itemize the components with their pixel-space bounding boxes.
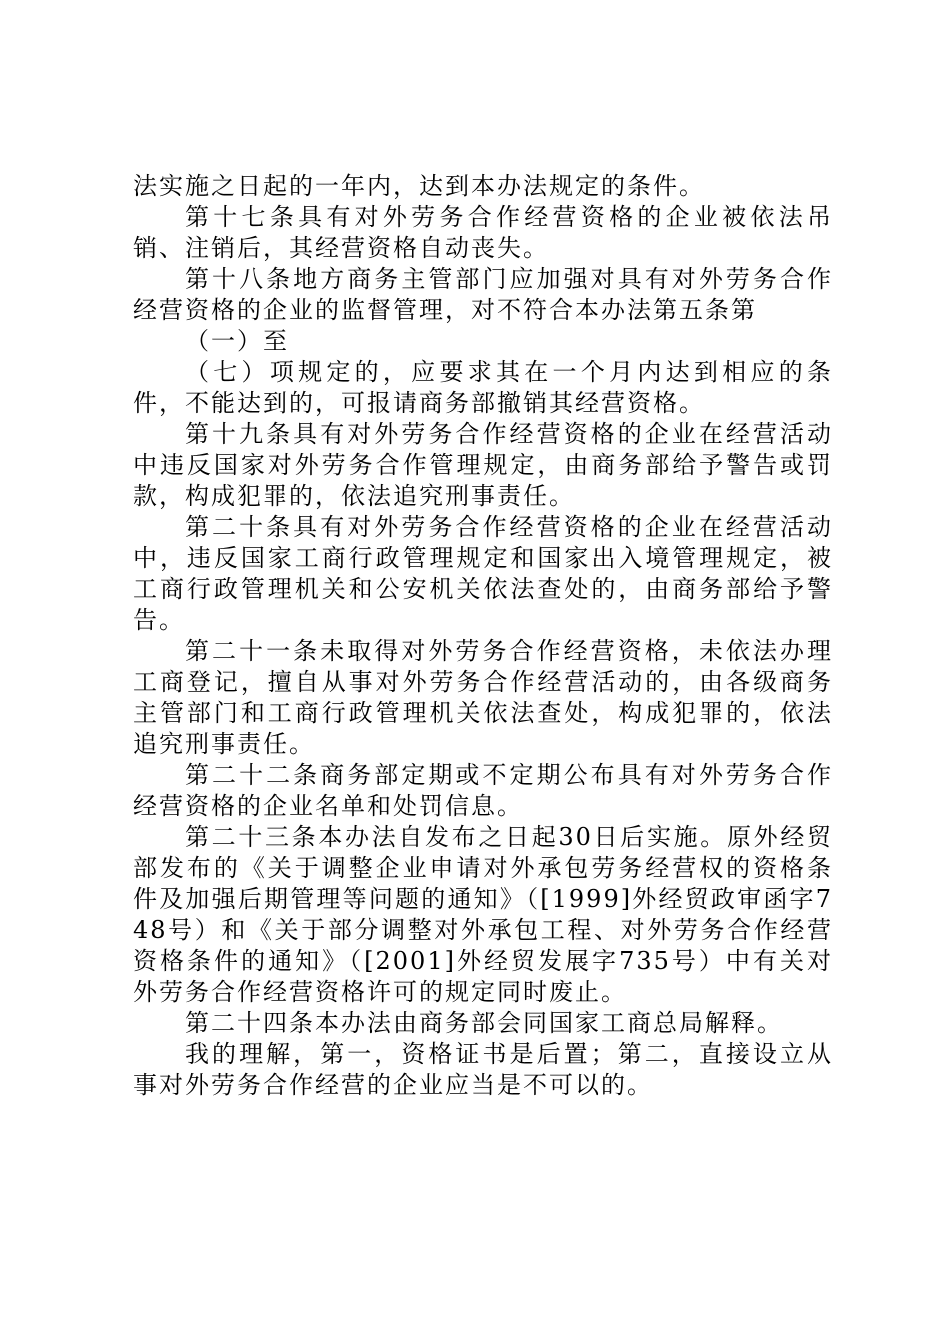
paragraph-commentary: 我的理解，第一，资格证书是后置；第二，直接设立从事对外劳务合作经营的企业应当是不可以的。 [133, 1040, 833, 1099]
paragraph-article-24: 第二十四条本办法由商务部会同国家工商总局解释。 [185, 1009, 783, 1037]
paragraph-article-17: 第十七条具有对外劳务合作经营资格的企业被依法吊销、注销后，其经营资格自动丧失。 [133, 203, 833, 262]
paragraph-item-range-end: （七）项规定的，应要求其在一个月内达到相应的条件，不能达到的，可报请商务部撤销其经营资格。 [133, 358, 833, 417]
paragraph-article-20: 第二十条具有对外劳务合作经营资格的企业在经营活动中，违反国家工商行政管理规定和国家出入境管理规定，被工商行政管理机关和公安机关依法查处的，由商务部给予警告。 [133, 513, 833, 634]
paragraph-article-22: 第二十二条商务部定期或不定期公布具有对外劳务合作经营资格的企业名单和处罚信息。 [133, 761, 833, 820]
paragraph-continuation: 法实施之日起的一年内，达到本办法规定的条件。 [133, 172, 705, 200]
paragraph-article-21: 第二十一条未取得对外劳务合作经营资格，未依法办理工商登记，擅自从事对外劳务合作经营活动的，由各级商务主管部门和工商行政管理机关依法查处，构成犯罪的，依法追究刑事责任。 [133, 637, 833, 758]
paragraph-article-18: 第十八条地方商务主管部门应加强对具有对外劳务合作经营资格的企业的监督管理，对不符合本办法第五条第 [133, 265, 833, 324]
paragraph-article-19: 第十九条具有对外劳务合作经营资格的企业在经营活动中违反国家对外劳务合作管理规定，由商务部给予警告或罚款，构成犯罪的，依法追究刑事责任。 [133, 420, 833, 510]
paragraph-article-23: 第二十三条本办法自发布之日起30日后实施。原外经贸部发布的《关于调整企业申请对外承包劳务经营权的资格条件及加强后期管理等问题的通知》（[1999]外经贸政审函字748号）和《关于部分调整对外承包工程、对外劳务合作经营资格条件的通知》（[2001]外经贸发展字735号）中有关对外劳务合作经营资格许可的规定同时废止。 [133, 823, 833, 1006]
paragraph-item-range-start: （一）至 [185, 327, 289, 355]
document-body [133, 171, 833, 1101]
